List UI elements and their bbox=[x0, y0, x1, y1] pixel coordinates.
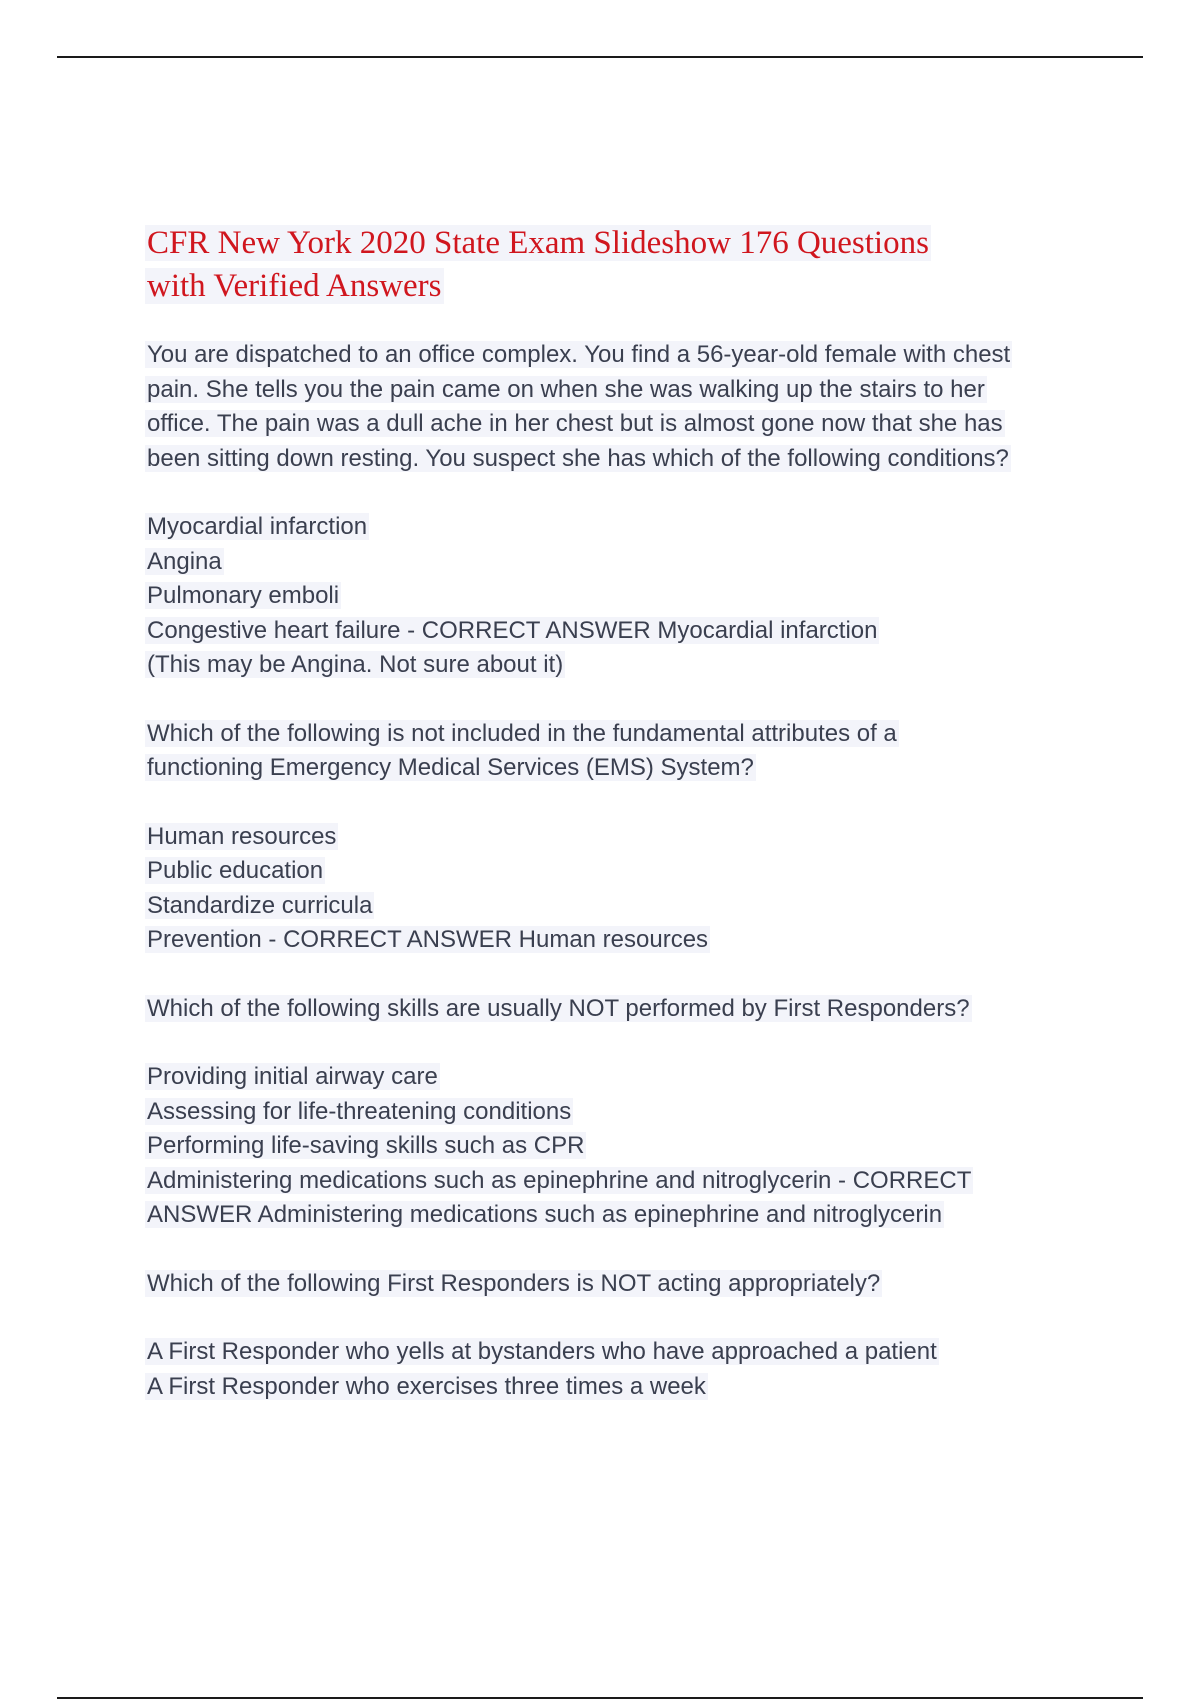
question-text: pain. She tells you the pain came on when she was walking up the stairs to her bbox=[147, 375, 985, 403]
title-line: with Verified Answers bbox=[147, 268, 442, 304]
answer-note: (This may be Angina. Not sure about it) bbox=[147, 651, 564, 678]
header-rule bbox=[57, 56, 1143, 58]
answer-option: Congestive heart failure - CORRECT ANSWER Myocardial infarction bbox=[147, 616, 878, 644]
question-4 bbox=[145, 1267, 1090, 1302]
answer-option: Myocardial infarction bbox=[147, 513, 368, 540]
answer-option: A First Responder who yells at bystanders who have approached a patient bbox=[147, 1338, 937, 1365]
answer-option: Pulmonary emboli bbox=[147, 582, 340, 609]
answer-option: Standardize curricula bbox=[147, 891, 373, 919]
answer-option: Performing life-saving skills such as CPR bbox=[147, 1132, 585, 1159]
question-text: office. The pain was a dull ache in her chest but is almost gone now that she has bbox=[147, 410, 1003, 437]
answer-options-3 bbox=[145, 1060, 1090, 1233]
question-text: been sitting down resting. You suspect she has which of the following conditions? bbox=[147, 444, 1009, 472]
question-3 bbox=[145, 992, 1090, 1027]
question-2 bbox=[145, 717, 1090, 786]
question-text: Which of the following First Responders is NOT acting appropriately? bbox=[147, 1269, 881, 1297]
question-text: functioning Emergency Medical Services (EMS) System? bbox=[147, 754, 754, 781]
answer-options-4 bbox=[145, 1335, 1090, 1404]
answer-option: Administering medications such as epinephrine and nitroglycerin - CORRECT bbox=[147, 1166, 972, 1194]
answer-option: Assessing for life-threatening conditions bbox=[147, 1097, 572, 1125]
answer-option: Prevention - CORRECT ANSWER Human resources bbox=[147, 926, 709, 953]
question-text: Which of the following is not included in the fundamental attributes of a bbox=[147, 719, 897, 747]
question-text: You are dispatched to an office complex. You find a 56-year-old female with chest bbox=[147, 341, 1011, 368]
answer-option: Providing initial airway care bbox=[147, 1063, 438, 1090]
question-1 bbox=[145, 338, 1090, 476]
answer-option: ANSWER Administering medications such as epinephrine and nitroglycerin bbox=[147, 1201, 943, 1228]
document-title bbox=[145, 222, 1090, 308]
footer-rule bbox=[57, 1697, 1143, 1699]
document-body bbox=[145, 222, 1090, 1438]
answer-option: Angina bbox=[147, 547, 222, 575]
answer-option: A First Responder who exercises three times a week bbox=[147, 1372, 706, 1400]
question-text: Which of the following skills are usually NOT performed by First Responders? bbox=[147, 994, 970, 1022]
answer-option: Public education bbox=[147, 857, 324, 884]
answer-option: Human resources bbox=[147, 822, 337, 850]
answer-options-1 bbox=[145, 510, 1090, 683]
title-line: CFR New York 2020 State Exam Slideshow 176 Questions bbox=[147, 225, 929, 261]
answer-options-2 bbox=[145, 820, 1090, 958]
